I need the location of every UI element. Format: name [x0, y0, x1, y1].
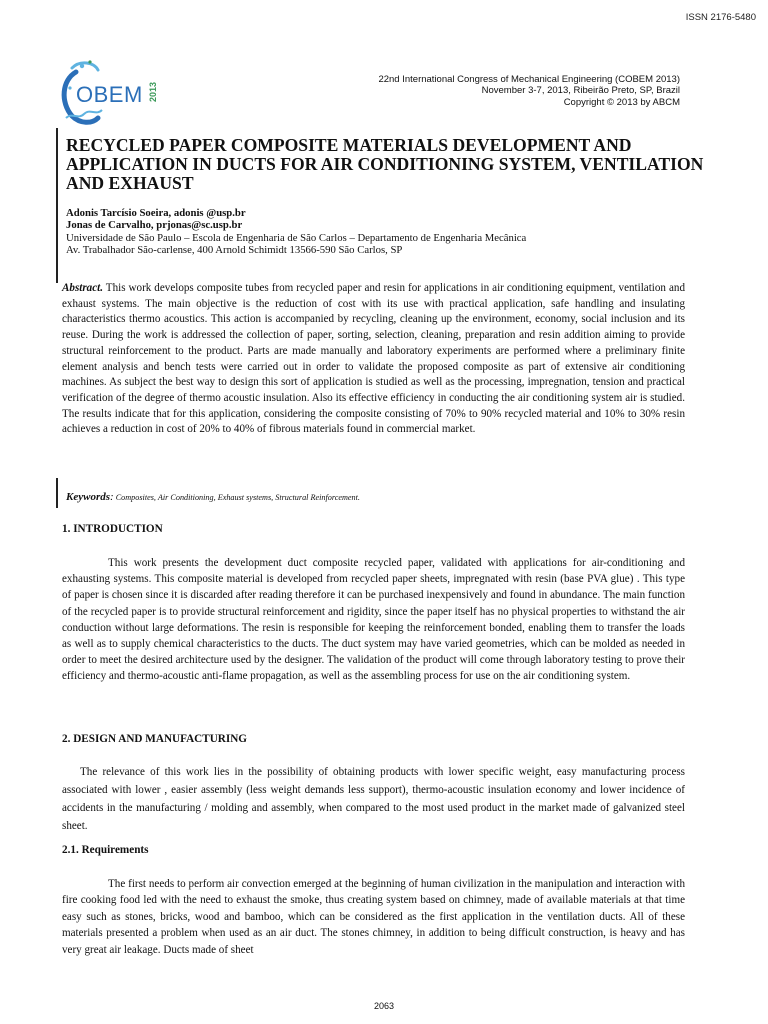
issn-label: ISSN 2176-5480 — [685, 12, 756, 23]
keywords-colon: : — [110, 491, 114, 503]
keywords-margin-bar — [56, 478, 58, 508]
cobem-logo — [58, 58, 170, 128]
requirements-paragraph: The first needs to perform air convection emerged at the beginning of human civilization in the manipulation and interaction with fire cooking food led with the need to exhaust the smoke, thus creating system based on chimney, made of available materials at that time easy such as stones, bricks, wood and bamboo, which can be considered as the first application in the ventilation ducts. All of these materials presented a problem when used as an air duct. The stones chimney, in addition to being difficult construction, is heavy and has very great air leakage. Ducts made of sheet — [62, 878, 685, 956]
congress-dates: November 3-7, 2013, Ribeirão Preto, SP, Brazil — [481, 85, 680, 97]
abstract-label: Abstract. — [62, 282, 103, 294]
section-heading-design: 2. DESIGN AND MANUFACTURING — [62, 733, 248, 745]
abstract-text: This work develops composite tubes from recycled paper and resin for applications in air conditioning equipment, ventilation and exhaust systems. The main objective is the reduction of cost with its use with practical application, safe handling and insulating characteristics thermo acoustics. This action is accompanied by recycling, cleaning up the environment, economy, social inclusion and its reuse. During the work is addressed the collection of paper, sorting, selection, cleaning, preparation and resin addition aiming to provide structural reinforcement to the product. Parts are made manually and laboratory experiments are performed where a preliminary finite element analysis and bench tests were carried out in order to validate the proposed composite as part of extensive air conditioning machines. As subject the best way to design this sort of application is studied as well as the processing, impregnation, tension and practical verification of the degree of thermo acoustic insulation. Also its effective efficiency in conducting the air conditioning system air is studied. The results indicate that for this application, considering the composite consisting of 70% to 90% recycled material and 10% to 30% resin achieves a reduction in cost of 20% to 40% of fibrous materials found in commercial market. — [62, 282, 685, 436]
abstract — [62, 281, 685, 438]
section-heading-introduction: 1. INTRODUCTION — [62, 523, 163, 535]
author-block — [66, 207, 706, 257]
logo-year: 2013 — [148, 81, 158, 102]
logo-wordmark: OBEM — [76, 82, 143, 107]
author-2: Jonas de Carvalho, prjonas@sc.usp.br — [66, 219, 243, 232]
page-number: 2063 — [373, 1001, 395, 1011]
congress-info — [378, 74, 680, 108]
affiliation: Universidade de São Paulo – Escola de Engenharia de São Carlos – Departamento de Engenharia Mecânica — [66, 231, 527, 244]
introduction-paragraph: This work presents the development duct composite recycled paper, validated with applications for air-conditioning and exhausting systems. This composite material is developed from recycled paper sheets, impregnated with resin (base PVA glue) . This type of paper is chosen since it is discarded after reading therefore it can be purchased inexpensively and found in abundance. The main function of the recycled paper is to provide structural reinforcement and rigidity, since the paper itself has no physical properties to withstand the air conduction without large deformations. The resin is responsible for keeping the reinforcement bonded, enabling them to transfer the loads as well as to supply chemical characteristics to the ducts. The duct system may have varied geometries, which can be molded as needed in order to meet the desired architecture used by the designer. The validation of the product will come through laboratory testing to prove their efficiency and thermo-acoustic anti-flame propagation, as well as the assembling process for use on the air conditioning system. — [62, 557, 685, 683]
paper-title: RECYCLED PAPER COMPOSITE MATERIALS DEVELOPMENT AND APPLICATION IN DUCTS FOR AIR CONDITIONING SYSTEM, VENTILATION AND EXHAUST — [66, 135, 704, 194]
author-1: Adonis Tarcísio Soeira, adonis @usp.br — [66, 207, 246, 219]
subsection-heading-requirements: 2.1. Requirements — [62, 844, 149, 856]
keywords-label: Keywords — [66, 491, 110, 503]
keywords-line — [66, 490, 706, 505]
design-paragraph: The relevance of this work lies in the possibility of obtaining products with lower specific weight, easy manufacturing process associated with lower , easier assembly (less weight demands less support), thermo-acoustic insulation economy and lower incidence of accidents in the manufacturing / molding and assembly, when compared to the most used product in the market made of galvanized steel sheet. — [62, 766, 685, 832]
address: Av. Trabalhador São-carlense, 400 Arnold Schimidt 13566-590 São Carlos, SP — [66, 244, 403, 257]
title-margin-bar — [56, 128, 58, 283]
keywords-list: Composites, Air Conditioning, Exhaust systems, Structural Reinforcement. — [113, 493, 360, 502]
copyright-notice: Copyright © 2013 by ABCM — [563, 96, 680, 108]
congress-name: 22nd International Congress of Mechanical Engineering (COBEM 2013) — [378, 74, 680, 85]
